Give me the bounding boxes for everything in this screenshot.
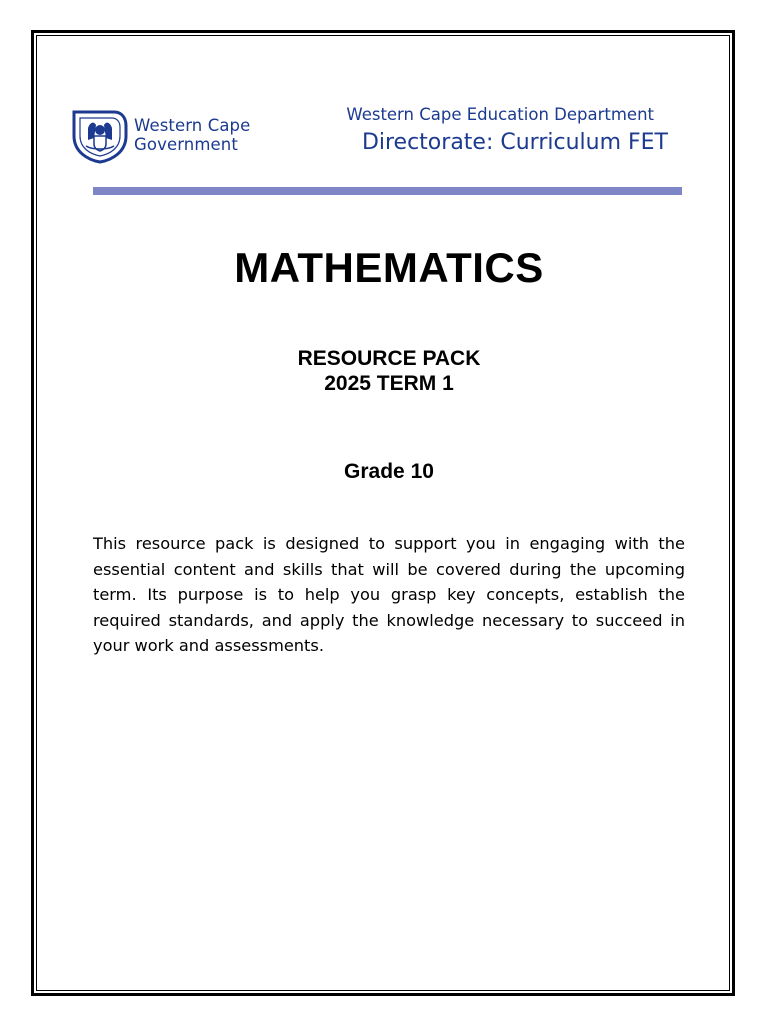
coat-of-arms-icon: [70, 106, 130, 164]
resource-pack-subtitle: [0, 346, 768, 396]
logo-text-line2: Government: [134, 135, 238, 154]
directorate-name: Directorate: Curriculum FET: [361, 130, 668, 155]
grade-label: Grade 10: [344, 460, 434, 483]
subtitle-line1: RESOURCE PACK: [297, 347, 481, 370]
intro-paragraph: This resource pack is designed to support you in engaging with the essential content and skills that will be covered during the upcoming term. Its purpose is to help you grasp key concepts, establish the required standards, and apply the knowledge necessary to succeed in your work and assessments.: [93, 534, 685, 656]
page-title: MATHEMATICS: [234, 244, 544, 291]
logo-text-line1: Western Cape: [134, 116, 251, 135]
department-header: [268, 104, 668, 158]
page-border-inner: [36, 35, 730, 991]
western-cape-government-logo: [70, 106, 250, 164]
header-divider: [93, 187, 682, 195]
subtitle-line2: 2025 TERM 1: [324, 372, 454, 395]
department-name: Western Cape Education Department: [346, 105, 654, 124]
